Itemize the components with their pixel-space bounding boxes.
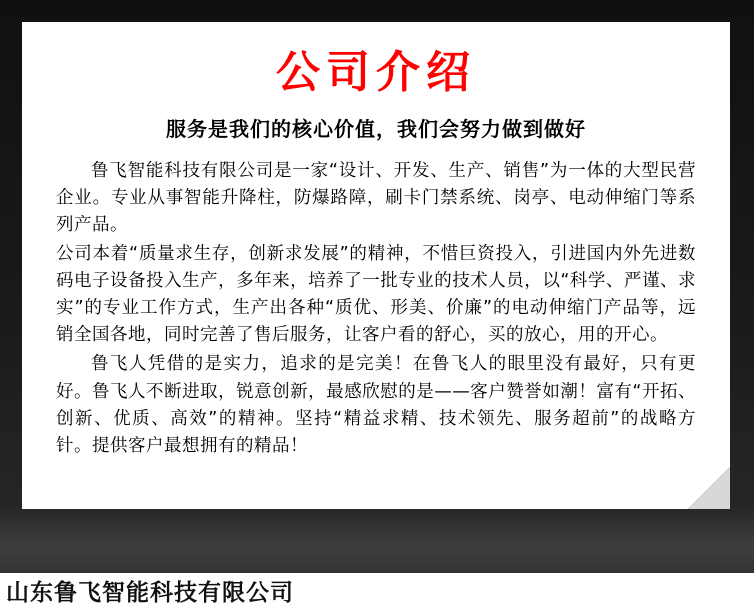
folded-corner-shade-icon [688, 467, 730, 509]
paragraph-2: 公司本着“质量求生存，创新求发展”的精神，不惜巨资投入，引进国内外先进数码电子设备投入生产，多年来，培养了一批专业的技术人员，以“科学、严谨、求实”的专业工作方式，生产出各种“质优、形美、价廉”的电动伸缩门产品等，远销全国各地，同时完善了售后服务，让客户看的舒心，买的放心，用的开心。 [56, 243, 696, 346]
poster-sheet [22, 22, 730, 509]
page-title: 公司介绍 [276, 47, 476, 98]
page-subtitle: 服务是我们的核心价值，我们会努力做到做好 [166, 116, 586, 141]
paragraph-1: 鲁飞智能科技有限公司是一家“设计、开发、生产、销售”为一体的大型民营企业。专业从事智能升降柱，防爆路障，刷卡门禁系统、岗亭、电动伸缩门等系列产品。 [56, 160, 696, 235]
company-intro-body [56, 158, 696, 460]
paragraph-3: 鲁飞人凭借的是实力，追求的是完美！在鲁飞人的眼里没有最好，只有更好。鲁飞人不断进取，锐意创新，最感欣慰的是——客户赞誉如潮！富有“开拓、创新、优质、高效”的精神。坚持“精益求精、技术领先、服务超前”的战略方针。提供客户最想拥有的精品！ [56, 354, 696, 456]
company-name-caption: 山东鲁飞智能科技有限公司 [0, 573, 754, 613]
